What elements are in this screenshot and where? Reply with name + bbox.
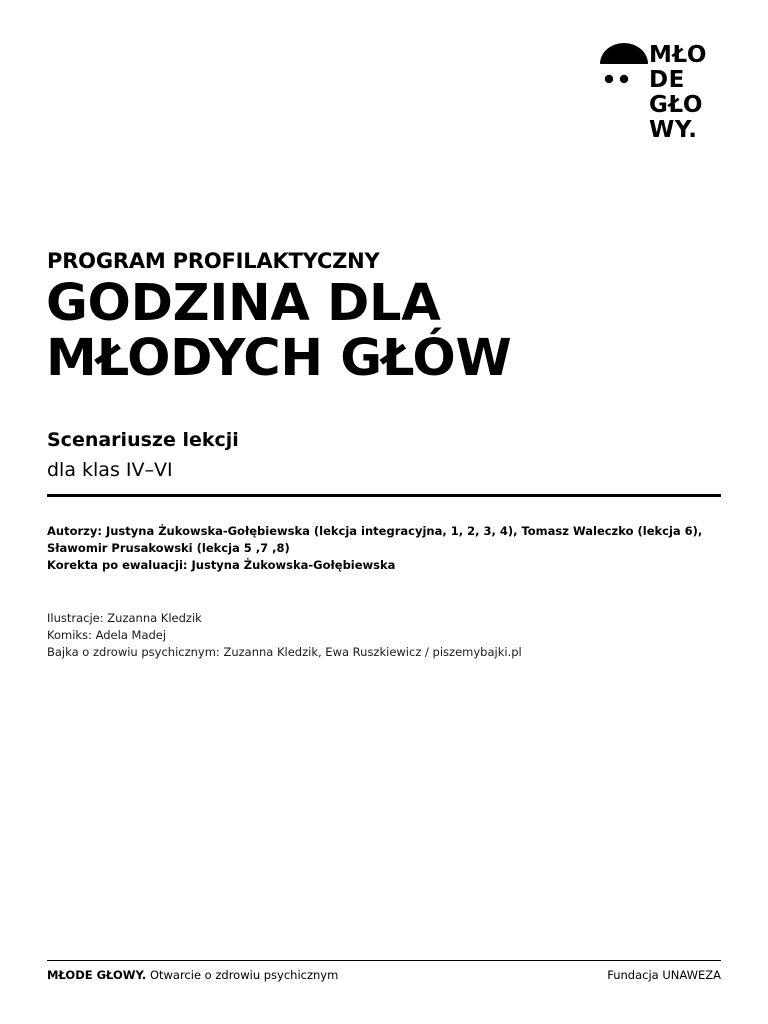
authors-block <box>47 523 721 574</box>
lesson-scenarios-heading: Scenariusze lekcji <box>47 429 239 451</box>
correction-line: Korekta po ewaluacji: Justyna Żukowska-Gołębiewska <box>47 558 396 572</box>
footer-divider <box>47 960 721 961</box>
footer-brand: MŁODE GŁOWY. <box>47 968 147 982</box>
title-line: GODZINA DLA <box>46 274 441 333</box>
footer-brand-block <box>47 966 338 984</box>
head-with-eyes-icon <box>599 43 649 89</box>
mlode-glowy-logo <box>599 43 729 149</box>
authors-line: Autorzy: Justyna Żukowska-Gołębiewska (lekcja integracyjna, 1, 2, 3, 4), Tomasz Waleczko (lekcja 6), <box>47 524 703 538</box>
footer <box>47 966 721 984</box>
authors-line: Sławomir Prusakowski (lekcja 5 ,7 ,8) <box>47 541 290 555</box>
footer-foundation: Fundacja UNAWEZA <box>607 968 721 982</box>
page-title <box>46 276 511 386</box>
logo-line: WY. <box>649 117 698 143</box>
credit-line: Komiks: Adela Madej <box>47 628 167 642</box>
credit-line: Ilustracje: Zuzanna Kledzik <box>47 611 202 625</box>
logo-line: MŁO <box>649 42 707 68</box>
logo-line: DE <box>649 67 685 93</box>
program-kicker: PROGRAM PROFILAKTYCZNY <box>47 249 380 273</box>
logo-wordmark <box>649 43 707 143</box>
divider <box>47 494 721 497</box>
grade-range: dla klas IV–VI <box>47 459 173 481</box>
logo-line: GŁO <box>649 92 703 118</box>
illustration-credits <box>47 610 721 661</box>
footer-tagline: Otwarcie o zdrowiu psychicznym <box>149 968 339 982</box>
credit-line: Bajka o zdrowiu psychicznym: Zuzanna Kledzik, Ewa Ruszkiewicz / piszemybajki.pl <box>47 645 522 659</box>
title-line: MŁODYCH GŁÓW <box>46 329 512 388</box>
